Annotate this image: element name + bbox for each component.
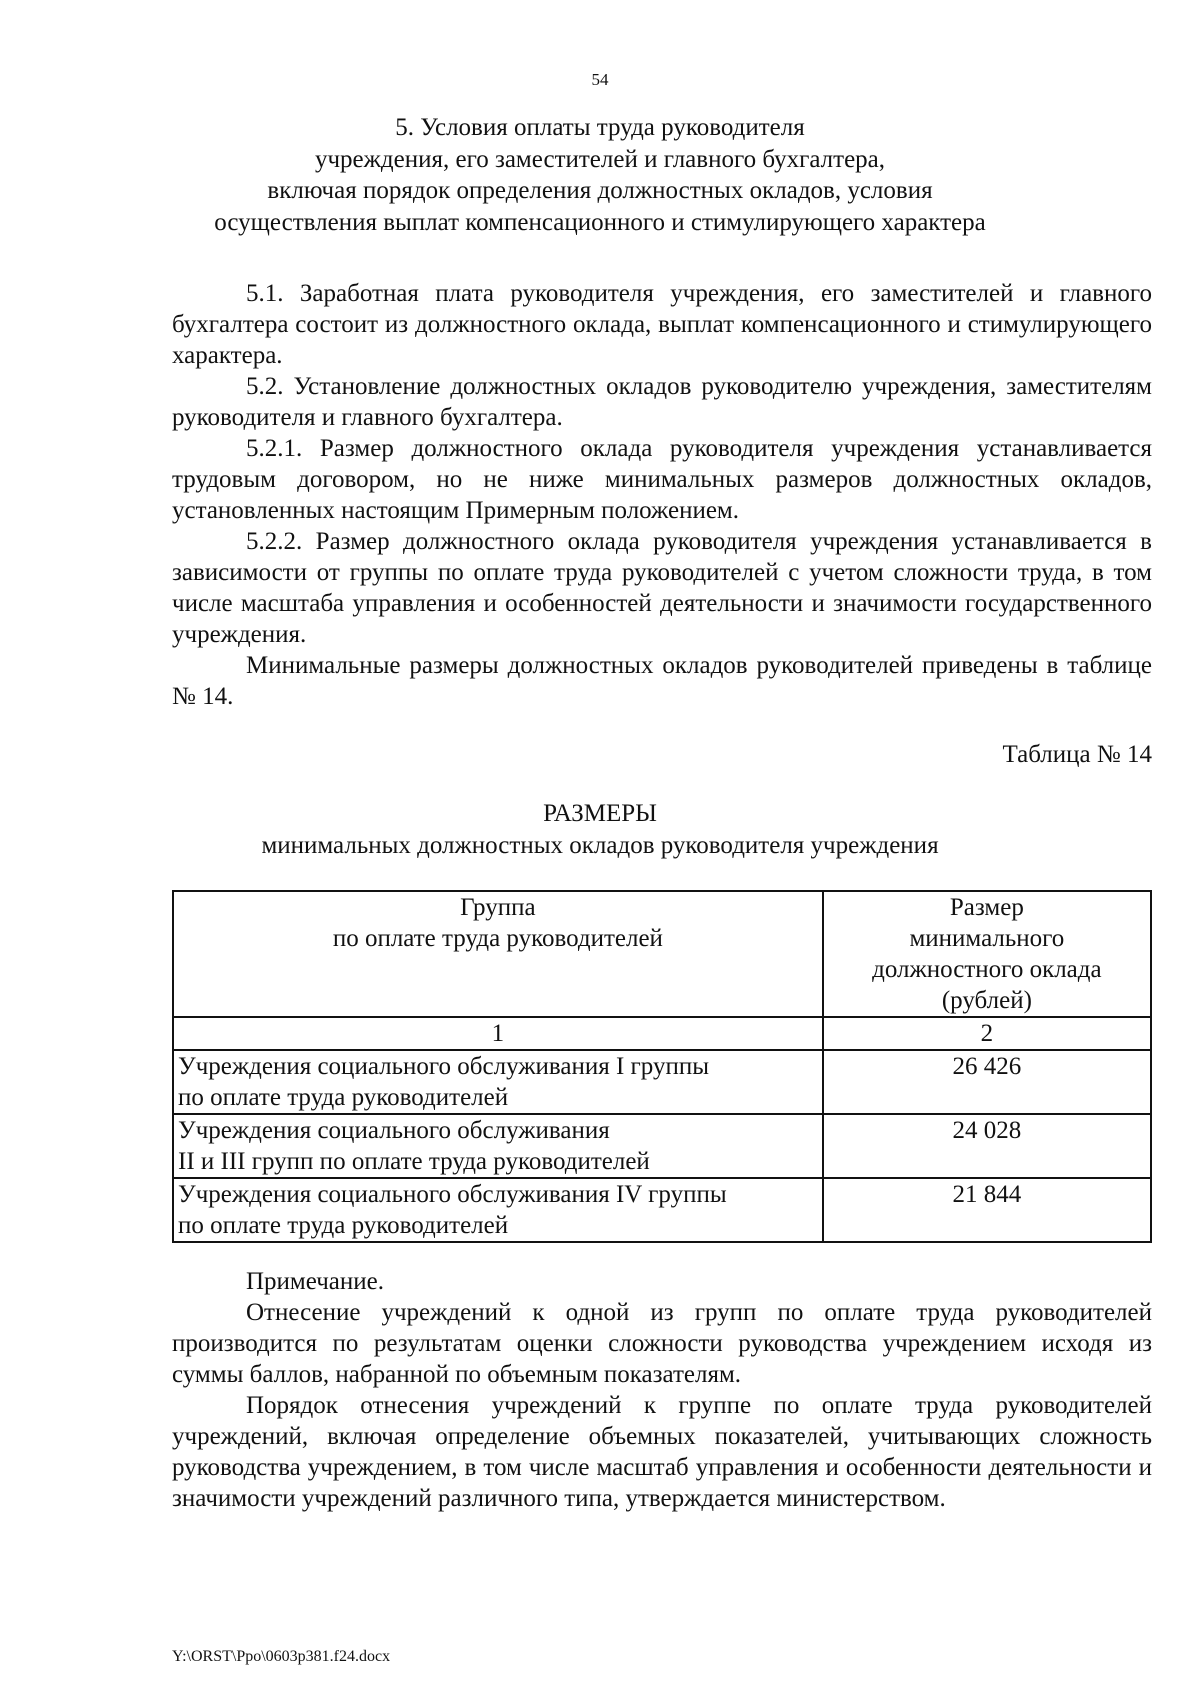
table-header-row (173, 891, 1151, 1017)
table-cell-group (173, 1178, 823, 1242)
table-row (173, 1114, 1151, 1178)
header-amount-line: Размер (949, 894, 1024, 921)
section-title-line: осуществления выплат компенсационного и стимулирующего характера (214, 208, 986, 236)
group-line: по оплате труда руководителей (178, 1212, 509, 1239)
footer-file-path: Y:\ORST\Ppo\0603p381.f24.docx (172, 1648, 391, 1665)
section-title (150, 112, 1050, 238)
table-index-row (173, 1017, 1151, 1050)
note-paragraph: Порядок отнесения учреждений к группе по оплате труда руководителей учреждений, включая определение объемных показателей, учитывающих сложность руководства учреждением, в том числе масштаб управления и особенности деятельности и значимости учреждений различного типа, утверждается министерством. (172, 1392, 1152, 1512)
header-group (173, 891, 823, 1017)
paragraph-5-2-2: 5.2.2. Размер должностного оклада руководителя учреждения устанавливается в зависимости от группы по оплате труда руководителей с учетом сложности труда, в том числе масштаба управления и особенностей деятельности и значимости государственного учреждения. (172, 528, 1152, 648)
header-amount-line: должностного оклада (872, 956, 1102, 983)
note-heading: Примечание. (246, 1268, 385, 1295)
notes-section (172, 1266, 1152, 1514)
table-cell-amount: 21 844 (823, 1178, 1151, 1242)
table-cell-amount: 26 426 (823, 1050, 1151, 1114)
salary-table (172, 890, 1152, 1243)
section-title-line: включая порядок определения должностных окладов, условия (267, 177, 933, 204)
group-line: II и III групп по оплате труда руководителей (178, 1148, 650, 1175)
section-body (172, 278, 1152, 712)
paragraph-5-2-1: 5.2.1. Размер должностного оклада руководителя учреждения устанавливается трудовым договором, но не ниже минимальных размеров должностных окладов, установленных настоящим Примерным положением. (172, 435, 1152, 524)
table-title-subtitle: минимальных должностных окладов руководителя учреждения (261, 832, 939, 859)
page-number: 54 (591, 70, 609, 89)
table-row (173, 1178, 1151, 1242)
table-title (150, 798, 1050, 862)
note-paragraph: Отнесение учреждений к одной из групп по оплате труда руководителей производится по результатам оценки сложности руководства учреждением исходя из суммы баллов, набранной по объемным показателям. (172, 1299, 1152, 1388)
paragraph-table-reference: Минимальные размеры должностных окладов руководителей приведены в таблице № 14. (172, 652, 1152, 710)
header-group-line: Группа (460, 894, 536, 921)
group-line: Учреждения социального обслуживания I группы (178, 1053, 710, 1080)
section-title-line: 5. Условия оплаты труда руководителя (395, 114, 805, 141)
table-cell-amount: 24 028 (823, 1114, 1151, 1178)
header-amount-line: минимального (909, 925, 1065, 952)
column-index: 1 (173, 1017, 823, 1050)
column-index: 2 (823, 1017, 1151, 1050)
table-title-main: РАЗМЕРЫ (543, 800, 657, 827)
table-cell-group (173, 1050, 823, 1114)
table-row (173, 1050, 1151, 1114)
table-label: Таблица № 14 (1002, 741, 1152, 768)
header-amount (823, 891, 1151, 1017)
header-group-line: по оплате труда руководителей (332, 925, 663, 952)
group-line: по оплате труда руководителей (178, 1084, 509, 1111)
paragraph-5-1: 5.1. Заработная плата руководителя учреждения, его заместителей и главного бухгалтера состоит из должностного оклада, выплат компенсационного и стимулирующего характера. (172, 280, 1152, 369)
group-line: Учреждения социального обслуживания (178, 1117, 610, 1144)
header-amount-line: (рублей) (941, 987, 1032, 1014)
paragraph-5-2: 5.2. Установление должностных окладов руководителю учреждения, заместителям руководителя и главного бухгалтера. (172, 373, 1152, 431)
section-title-line: учреждения, его заместителей и главного бухгалтера, (314, 145, 886, 173)
table-cell-group (173, 1114, 823, 1178)
group-line: Учреждения социального обслуживания IV группы (178, 1181, 727, 1208)
salary-table-container (172, 890, 1152, 1243)
